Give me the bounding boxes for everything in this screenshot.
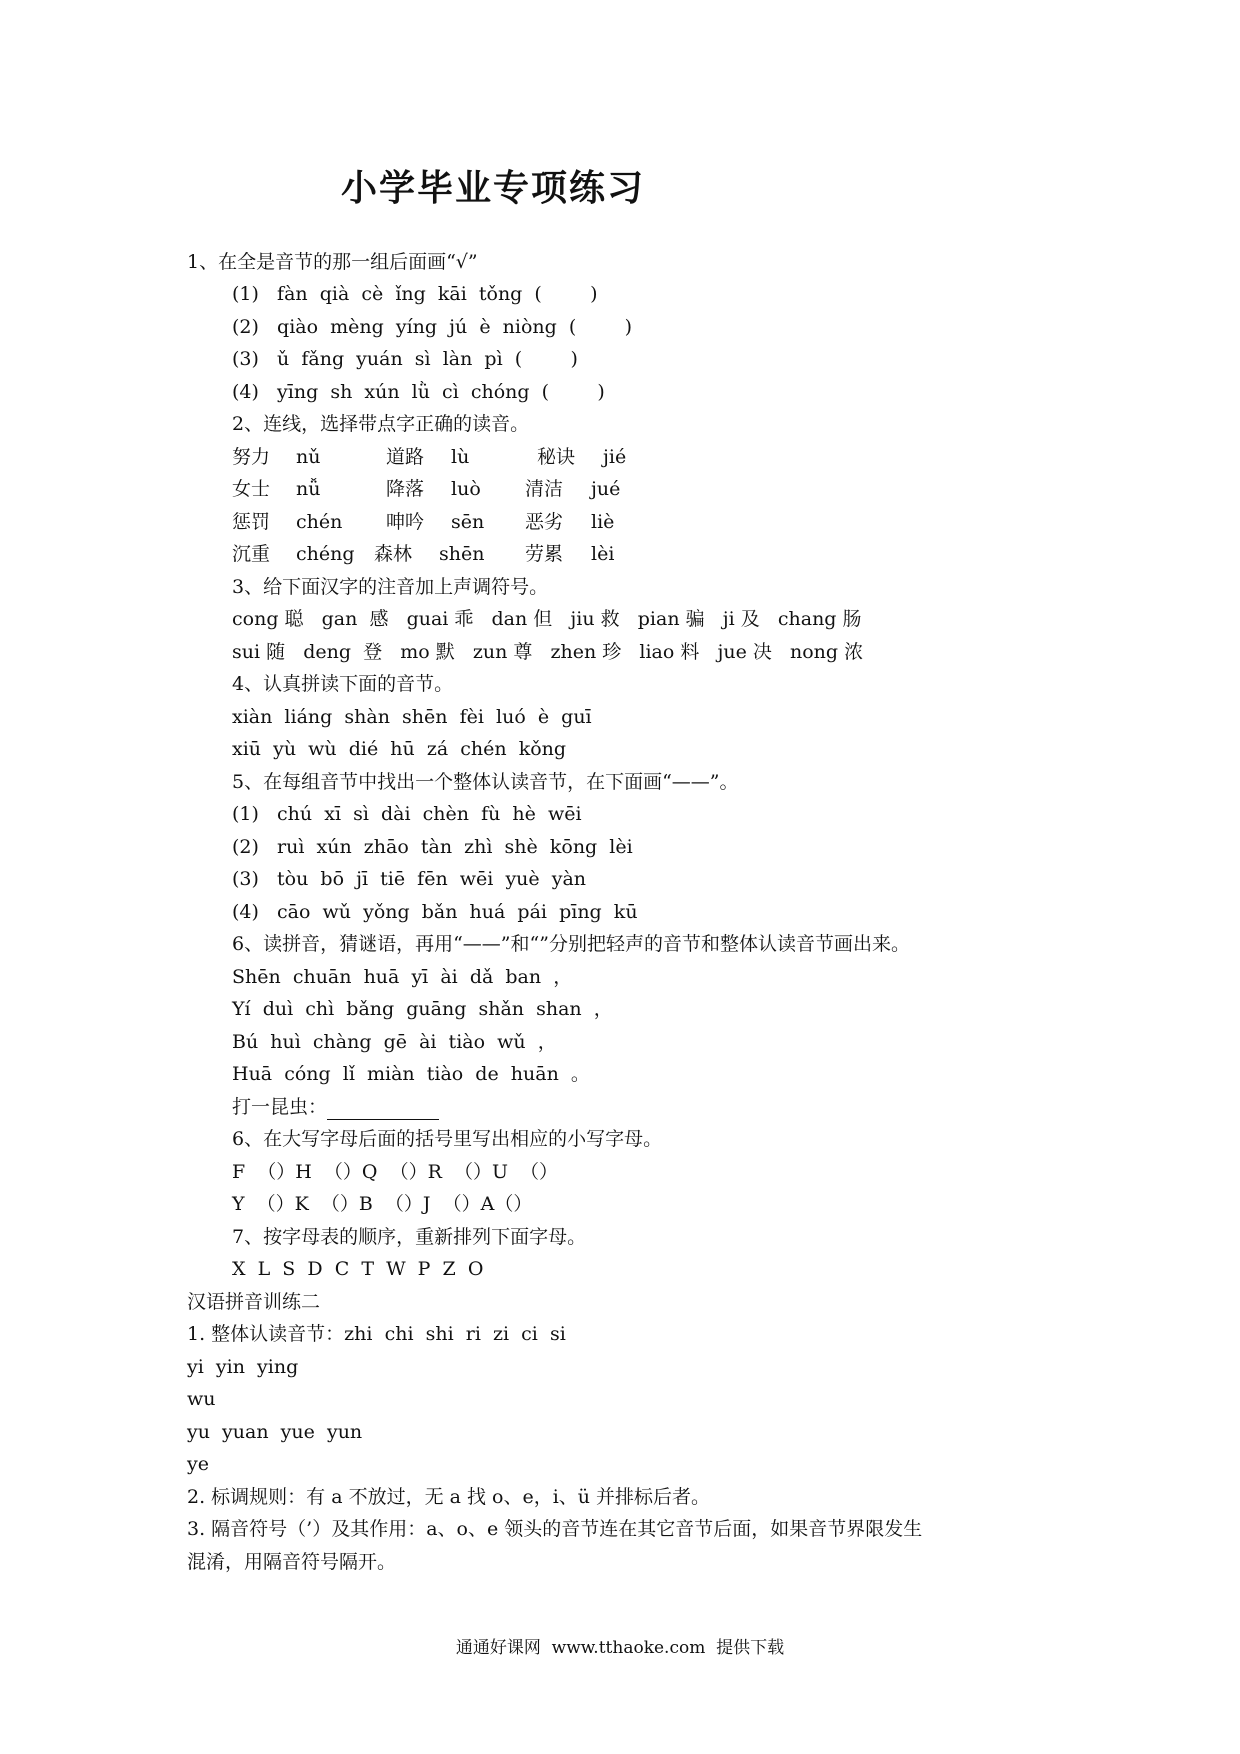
q2-word: 呻吟 xyxy=(386,511,425,533)
q6-line: Shēn chuān huā yī ài dǎ ban ， xyxy=(232,966,573,988)
q5-heading: 5、在每组音节中找出一个整体认读音节，在下面画“——”。 xyxy=(232,771,739,793)
q1-heading: 1、在全是音节的那一组后面画“√” xyxy=(187,251,478,273)
q1-item: (3) ǔ fǎng yuán sì làn pì ( ) xyxy=(232,348,578,370)
q2-heading: 2、连线，选择带点字正确的读音。 xyxy=(232,413,530,435)
q2-pinyin: jué xyxy=(591,478,621,500)
q2-word: 努力 xyxy=(232,446,271,468)
q2-pinyin: shēn xyxy=(439,543,485,565)
part2-line: yu yuan yue yun xyxy=(187,1421,363,1443)
part2-line: 3. 隔音符号（’）及其作用：a、o、e 领头的音节连在其它音节后面，如果音节界限发生 xyxy=(187,1518,923,1540)
q5-item: (1) chú xī sì dài chèn fù hè wēi xyxy=(232,803,582,825)
q1-item: (4) yīng sh xún lǜ cì chóng ( ) xyxy=(232,381,605,403)
q2-word: 恶劣 xyxy=(525,511,564,533)
q2-word: 惩罚 xyxy=(232,511,271,533)
q2-pinyin: lù xyxy=(451,446,470,468)
q2-pinyin: chéng xyxy=(296,543,355,565)
q3-line: cong 聪 gan 感 guai 乖 dan 但 jiu 救 pian 骗 ji 及 chang 肠 xyxy=(232,608,862,630)
q6b-line: Y （）K （）B （）J （）A（） xyxy=(232,1193,533,1215)
part2-line: yi yin ying xyxy=(187,1356,299,1378)
q4-line: xiū yù wù dié hū zá chén kǒng xyxy=(232,738,567,760)
q2-pinyin: lèi xyxy=(591,543,615,565)
part2-line: 2. 标调规则：有 a 不放过，无 a 找 o、e，i、ü 并排标后者。 xyxy=(187,1486,711,1508)
q2-pinyin: nǚ xyxy=(296,478,321,500)
part2-heading: 汉语拼音训练二 xyxy=(187,1291,321,1313)
q1-item: (1) fàn qià cè ǐng kāi tǒng ( ) xyxy=(232,283,598,305)
q6b-heading: 6、在大写字母后面的括号里写出相应的小写字母。 xyxy=(232,1128,663,1150)
q2-word: 降落 xyxy=(386,478,425,500)
q6-line: Huā cóng lǐ miàn tiào de huān 。 xyxy=(232,1063,590,1085)
q6b-line: F （）H （）Q （）R （）U （） xyxy=(232,1161,559,1183)
q2-pinyin: sēn xyxy=(451,511,485,533)
page-title: 小学毕业专项练习 xyxy=(341,168,646,209)
page-footer: 通通好课网 www.tthaoke.com 提供下载 xyxy=(455,1638,785,1658)
q3-line: sui 随 deng 登 mo 默 zun 尊 zhen 珍 liao 料 jue 决 nong 浓 xyxy=(232,641,864,663)
q6-line: Bú huì chàng gē ài tiào wǔ ， xyxy=(232,1031,557,1053)
q7-heading: 7、按字母表的顺序，重新排列下面字母。 xyxy=(232,1226,587,1248)
q2-word: 女士 xyxy=(232,478,271,500)
q2-word: 秘诀 xyxy=(537,446,576,468)
q2-word: 道路 xyxy=(386,446,425,468)
q2-pinyin: liè xyxy=(591,511,615,533)
q3-heading: 3、给下面汉字的注音加上声调符号。 xyxy=(232,576,549,598)
part2-line: ye xyxy=(187,1453,209,1475)
q6-answer xyxy=(232,1094,439,1120)
q5-item: (2) ruì xún zhāo tàn zhì shè kōng lèi xyxy=(232,836,633,858)
part2-line: 混淆，用隔音符号隔开。 xyxy=(187,1551,397,1573)
q6-line: Yí duì chì bǎng guāng shǎn shan ， xyxy=(232,998,613,1020)
q5-item: (4) cāo wǔ yǒng bǎn huá pái pīng kū xyxy=(232,901,638,923)
q4-line: xiàn liáng shàn shēn fèi luó è guī xyxy=(232,706,592,728)
q6-answer-label: 打一昆虫： xyxy=(232,1096,328,1118)
q2-pinyin: nǔ xyxy=(296,446,321,468)
q2-pinyin: chén xyxy=(296,511,343,533)
q2-word: 沉重 xyxy=(232,543,271,565)
q2-pinyin: luò xyxy=(451,478,481,500)
q4-heading: 4、认真拼读下面的音节。 xyxy=(232,673,454,695)
q6-heading: 6、读拼音，猜谜语，再用“——”和“”分别把轻声的音节和整体认读音节画出来。 xyxy=(232,933,910,955)
q1-item: (2) qiào mèng yíng jú è niòng ( ) xyxy=(232,316,633,338)
q2-word: 清洁 xyxy=(525,478,564,500)
q5-item: (3) tòu bō jī tiē fēn wēi yuè yàn xyxy=(232,868,587,890)
q2-word: 劳累 xyxy=(525,543,564,565)
q7-letters: X L S D C T W P Z O xyxy=(232,1258,484,1280)
answer-blank[interactable] xyxy=(327,1099,439,1120)
part2-line: wu xyxy=(187,1388,216,1410)
part2-line: 1. 整体认读音节：zhi chi shi ri zi ci si xyxy=(187,1323,566,1345)
q2-pinyin: jié xyxy=(603,446,627,468)
q2-word: 森林 xyxy=(374,543,413,565)
